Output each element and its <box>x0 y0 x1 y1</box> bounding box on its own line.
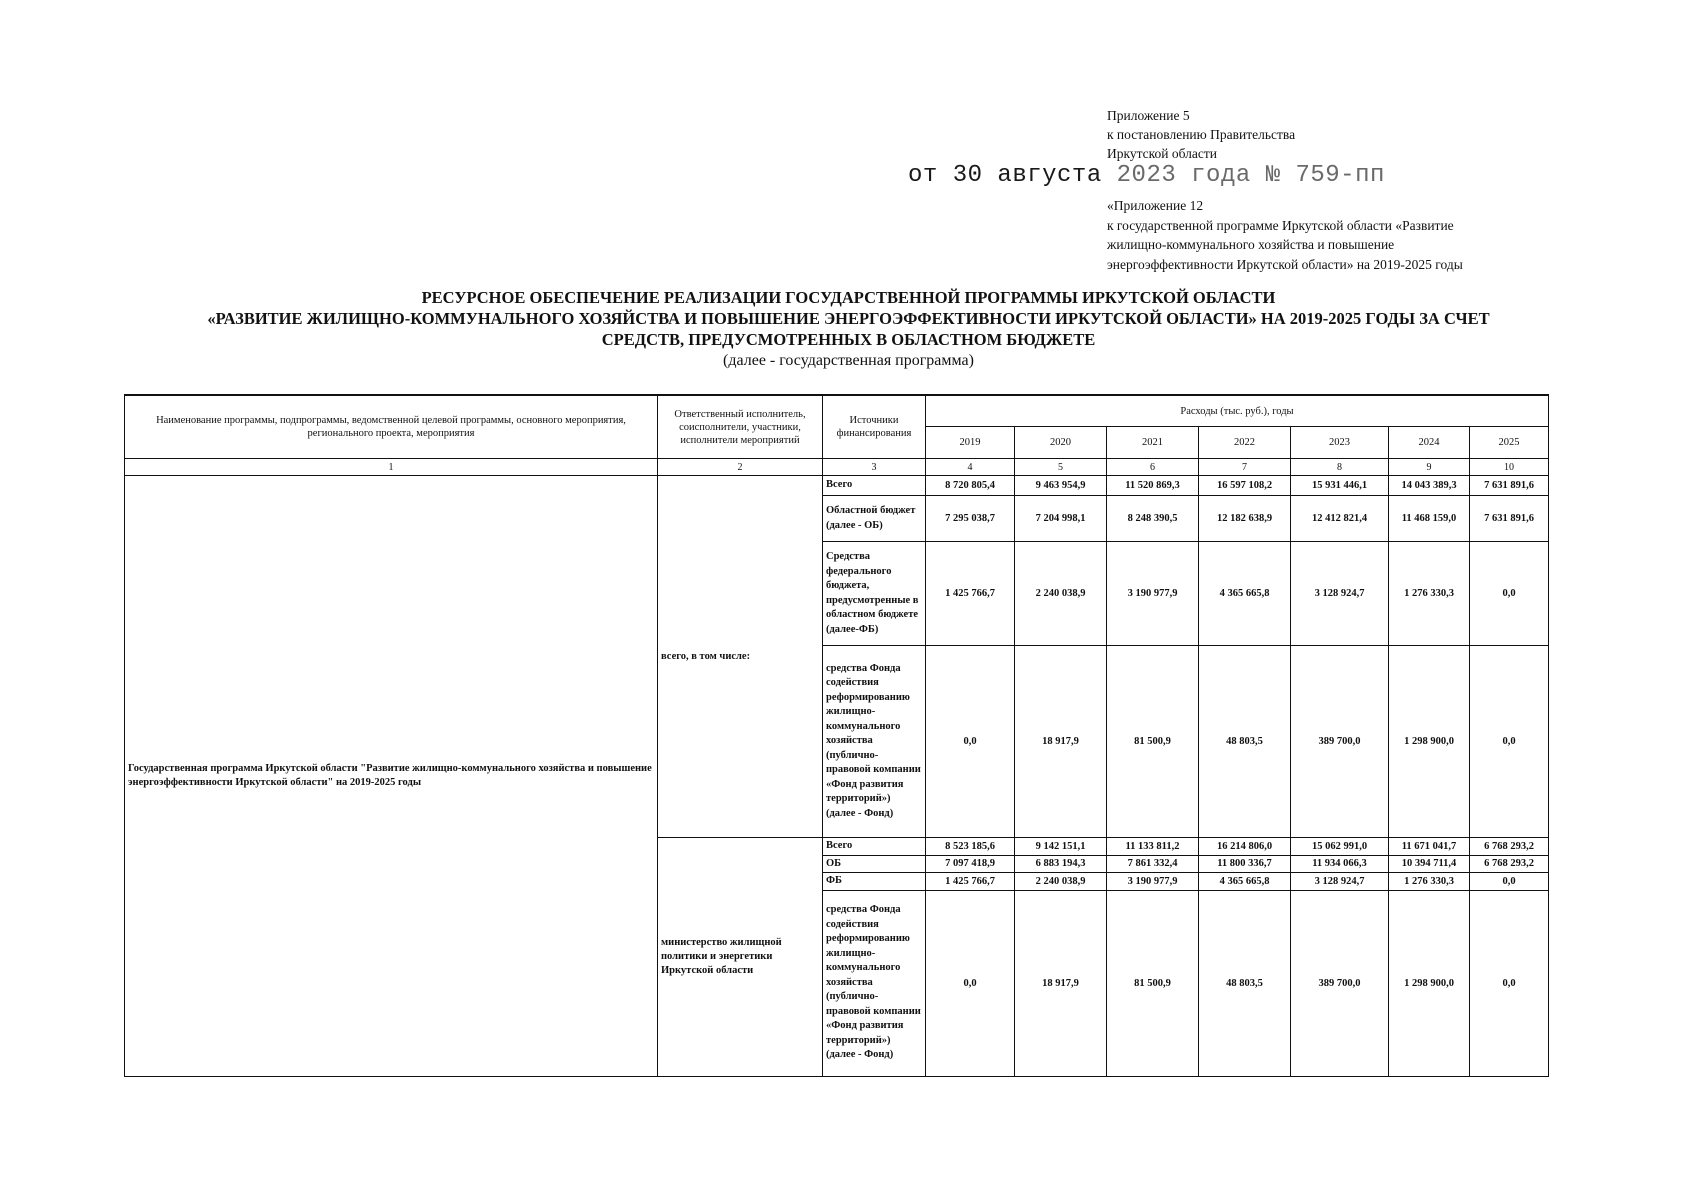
value-cell: 1 298 900,0 <box>1389 646 1470 838</box>
decree-date-printed: от 30 августа <box>908 162 1102 189</box>
value-cell: 9 463 954,9 <box>1015 476 1107 496</box>
value-cell: 4 365 665,8 <box>1199 873 1291 891</box>
document-subtitle: (далее - государственная программа) <box>723 352 974 369</box>
value-cell: 1 425 766,7 <box>926 542 1015 646</box>
value-cell: 6 768 293,2 <box>1470 855 1549 873</box>
value-cell: 6 768 293,2 <box>1470 838 1549 856</box>
document-title <box>0 287 1697 350</box>
value-cell: 11 671 041,7 <box>1389 838 1470 856</box>
program-name-cell: Государственная программа Иркутской области "Развитие жилищно-коммунального хозяйства и повышение энергоэффективности Иркутской области" на 2019-2025 годы <box>125 476 658 1077</box>
appendix-line: Приложение 5 <box>1107 108 1190 123</box>
column-numbers-row <box>125 459 1549 476</box>
value-cell: 0,0 <box>1470 542 1549 646</box>
value-cell: 2 240 038,9 <box>1015 873 1107 891</box>
value-cell: 12 412 821,4 <box>1291 496 1389 542</box>
column-number: 7 <box>1199 459 1291 476</box>
decree-date <box>908 162 1385 189</box>
value-cell: 10 394 711,4 <box>1389 855 1470 873</box>
executor-cell: министерство жилищной политики и энергетики Иркутской области <box>658 838 823 1077</box>
appendix-program-header <box>1107 196 1667 274</box>
value-cell: 3 190 977,9 <box>1107 542 1199 646</box>
source-cell: Всего <box>823 838 926 856</box>
column-number: 4 <box>926 459 1015 476</box>
column-number: 10 <box>1470 459 1549 476</box>
appendix2-line: «Приложение 12 <box>1107 198 1204 213</box>
value-cell: 389 700,0 <box>1291 646 1389 838</box>
value-cell: 18 917,9 <box>1015 890 1107 1076</box>
header-year: 2020 <box>1015 427 1107 459</box>
appendix-line: к постановлению Правительства <box>1107 127 1296 142</box>
value-cell: 11 520 869,3 <box>1107 476 1199 496</box>
value-cell: 11 468 159,0 <box>1389 496 1470 542</box>
column-number: 1 <box>125 459 658 476</box>
header-year: 2024 <box>1389 427 1470 459</box>
appendix2-line: к государственной программе Иркутской области «Развитие <box>1107 217 1454 233</box>
title-line: «РАЗВИТИЕ ЖИЛИЩНО-КОММУНАЛЬНОГО ХОЗЯЙСТВА И ПОВЫШЕНИЕ ЭНЕРГОЭФФЕКТИВНОСТИ ИРКУТСКОЙ ОБЛАСТИ» НА 2019-2025 ГОДЫ ЗА СЧЕТ <box>207 309 1490 328</box>
value-cell: 7 631 891,6 <box>1470 496 1549 542</box>
value-cell: 8 720 805,4 <box>926 476 1015 496</box>
value-cell: 3 128 924,7 <box>1291 873 1389 891</box>
value-cell: 15 062 991,0 <box>1291 838 1389 856</box>
value-cell: 11 800 336,7 <box>1199 855 1291 873</box>
decree-date-handwritten: 2023 года № 759-пп <box>1116 162 1385 189</box>
appendix-line: Иркутской области <box>1107 146 1218 161</box>
value-cell: 7 861 332,4 <box>1107 855 1199 873</box>
value-cell: 11 133 811,2 <box>1107 838 1199 856</box>
value-cell: 0,0 <box>1470 890 1549 1076</box>
value-cell: 0,0 <box>1470 873 1549 891</box>
value-cell: 15 931 446,1 <box>1291 476 1389 496</box>
value-cell: 0,0 <box>926 646 1015 838</box>
value-cell: 6 883 194,3 <box>1015 855 1107 873</box>
value-cell: 3 128 924,7 <box>1291 542 1389 646</box>
header-executor: Ответственный исполнитель, соисполнители, участники, исполнители мероприятий <box>658 395 823 459</box>
header-year: 2022 <box>1199 427 1291 459</box>
value-cell: 18 917,9 <box>1015 646 1107 838</box>
column-number: 8 <box>1291 459 1389 476</box>
value-cell: 0,0 <box>1470 646 1549 838</box>
value-cell: 1 298 900,0 <box>1389 890 1470 1076</box>
column-number: 2 <box>658 459 823 476</box>
value-cell: 12 182 638,9 <box>1199 496 1291 542</box>
source-cell: средства Фонда содействия реформированию жилищно-коммунального хозяйства (публично-правовой компании «Фонд развития территорий») (далее - Фонд) <box>823 646 926 838</box>
source-cell: средства Фонда содействия реформированию жилищно-коммунального хозяйства (публично-правовой компании «Фонд развития территорий») (далее - Фонд) <box>823 890 926 1076</box>
source-cell: Средства федерального бюджета, предусмотренные в областном бюджете (далее-ФБ) <box>823 542 926 646</box>
header-year: 2021 <box>1107 427 1199 459</box>
value-cell: 7 631 891,6 <box>1470 476 1549 496</box>
header-expenses: Расходы (тыс. руб.), годы <box>926 395 1549 427</box>
appendix2-line: энергоэффективности Иркутской области» на 2019-2025 годы <box>1107 256 1463 272</box>
value-cell: 3 190 977,9 <box>1107 873 1199 891</box>
appendix-header <box>1107 106 1667 163</box>
value-cell: 8 523 185,6 <box>926 838 1015 856</box>
value-cell: 81 500,9 <box>1107 890 1199 1076</box>
value-cell: 9 142 151,1 <box>1015 838 1107 856</box>
header-year: 2023 <box>1291 427 1389 459</box>
value-cell: 16 597 108,2 <box>1199 476 1291 496</box>
source-cell: ФБ <box>823 873 926 891</box>
value-cell: 48 803,5 <box>1199 646 1291 838</box>
value-cell: 7 295 038,7 <box>926 496 1015 542</box>
column-number: 9 <box>1389 459 1470 476</box>
value-cell: 4 365 665,8 <box>1199 542 1291 646</box>
title-line: РЕСУРСНОЕ ОБЕСПЕЧЕНИЕ РЕАЛИЗАЦИИ ГОСУДАРСТВЕННОЙ ПРОГРАММЫ ИРКУТСКОЙ ОБЛАСТИ <box>421 288 1276 307</box>
source-cell: Областной бюджет (далее - ОБ) <box>823 496 926 542</box>
value-cell: 16 214 806,0 <box>1199 838 1291 856</box>
header-program-name: Наименование программы, подпрограммы, ведомственной целевой программы, основного мероприятия, регионального проекта, мероприятия <box>125 395 658 459</box>
source-cell: Всего <box>823 476 926 496</box>
value-cell: 1 425 766,7 <box>926 873 1015 891</box>
value-cell: 389 700,0 <box>1291 890 1389 1076</box>
source-cell: ОБ <box>823 855 926 873</box>
column-number: 6 <box>1107 459 1199 476</box>
resource-table <box>124 394 1549 1077</box>
value-cell: 7 097 418,9 <box>926 855 1015 873</box>
header-year: 2025 <box>1470 427 1549 459</box>
table-row <box>125 476 1549 496</box>
value-cell: 0,0 <box>926 890 1015 1076</box>
executor-cell: всего, в том числе: <box>658 476 823 838</box>
value-cell: 1 276 330,3 <box>1389 542 1470 646</box>
header-year: 2019 <box>926 427 1015 459</box>
value-cell: 7 204 998,1 <box>1015 496 1107 542</box>
column-number: 3 <box>823 459 926 476</box>
appendix2-line: жилищно-коммунального хозяйства и повышение <box>1107 237 1395 252</box>
value-cell: 8 248 390,5 <box>1107 496 1199 542</box>
value-cell: 11 934 066,3 <box>1291 855 1389 873</box>
header-source: Источники финансирования <box>823 395 926 459</box>
value-cell: 2 240 038,9 <box>1015 542 1107 646</box>
value-cell: 14 043 389,3 <box>1389 476 1470 496</box>
column-number: 5 <box>1015 459 1107 476</box>
value-cell: 81 500,9 <box>1107 646 1199 838</box>
value-cell: 48 803,5 <box>1199 890 1291 1076</box>
title-line: СРЕДСТВ, ПРЕДУСМОТРЕННЫХ В ОБЛАСТНОМ БЮДЖЕТЕ <box>601 330 1096 349</box>
value-cell: 1 276 330,3 <box>1389 873 1470 891</box>
